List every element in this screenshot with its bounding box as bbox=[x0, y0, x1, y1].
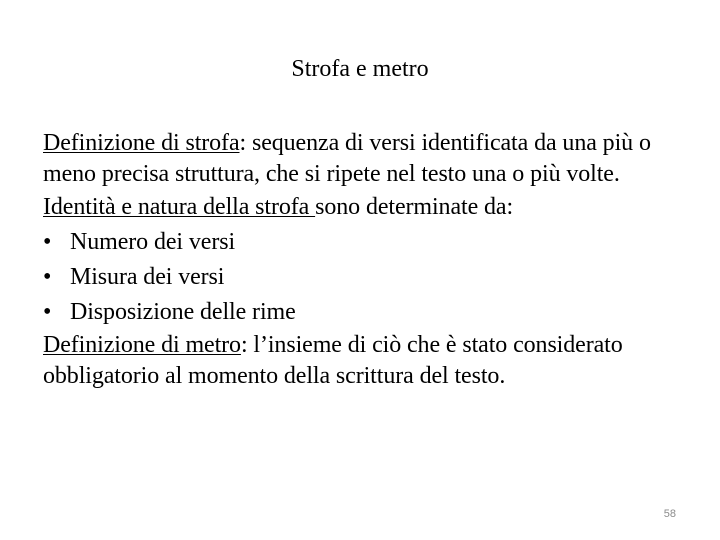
definition-metro-term: Definizione di metro bbox=[43, 332, 241, 358]
definition-strofa-text: : sequenza di versi identificata da una più o meno precisa struttura, che si ripete nel testo una o più volte. bbox=[43, 130, 651, 187]
slide-body bbox=[43, 128, 673, 392]
identity-text: sono determinate da: bbox=[315, 194, 514, 220]
definition-strofa-term: Definizione di strofa bbox=[43, 130, 240, 156]
slide-title: Strofa e metro bbox=[291, 56, 429, 82]
definition-strofa bbox=[43, 128, 673, 190]
bullet-text: Numero dei versi bbox=[70, 229, 236, 255]
bullet-marker: • bbox=[43, 299, 52, 325]
bullet-marker: • bbox=[43, 264, 52, 290]
definition-metro-text: : l’insieme di ciò che è stato considerato obbligatorio al momento della scrittura del testo. bbox=[43, 332, 623, 389]
bullet-item bbox=[43, 260, 673, 295]
definition-metro bbox=[43, 330, 673, 392]
bullet-text: Disposizione delle rime bbox=[70, 299, 296, 325]
identity-term: Identità e natura della strofa bbox=[43, 194, 316, 220]
page-number: 58 bbox=[663, 508, 676, 520]
identity-line bbox=[43, 190, 673, 225]
bullet-marker: • bbox=[43, 229, 52, 255]
bullet-item bbox=[43, 225, 673, 260]
bullet-item bbox=[43, 295, 673, 330]
bullet-text: Misura dei versi bbox=[70, 264, 225, 290]
